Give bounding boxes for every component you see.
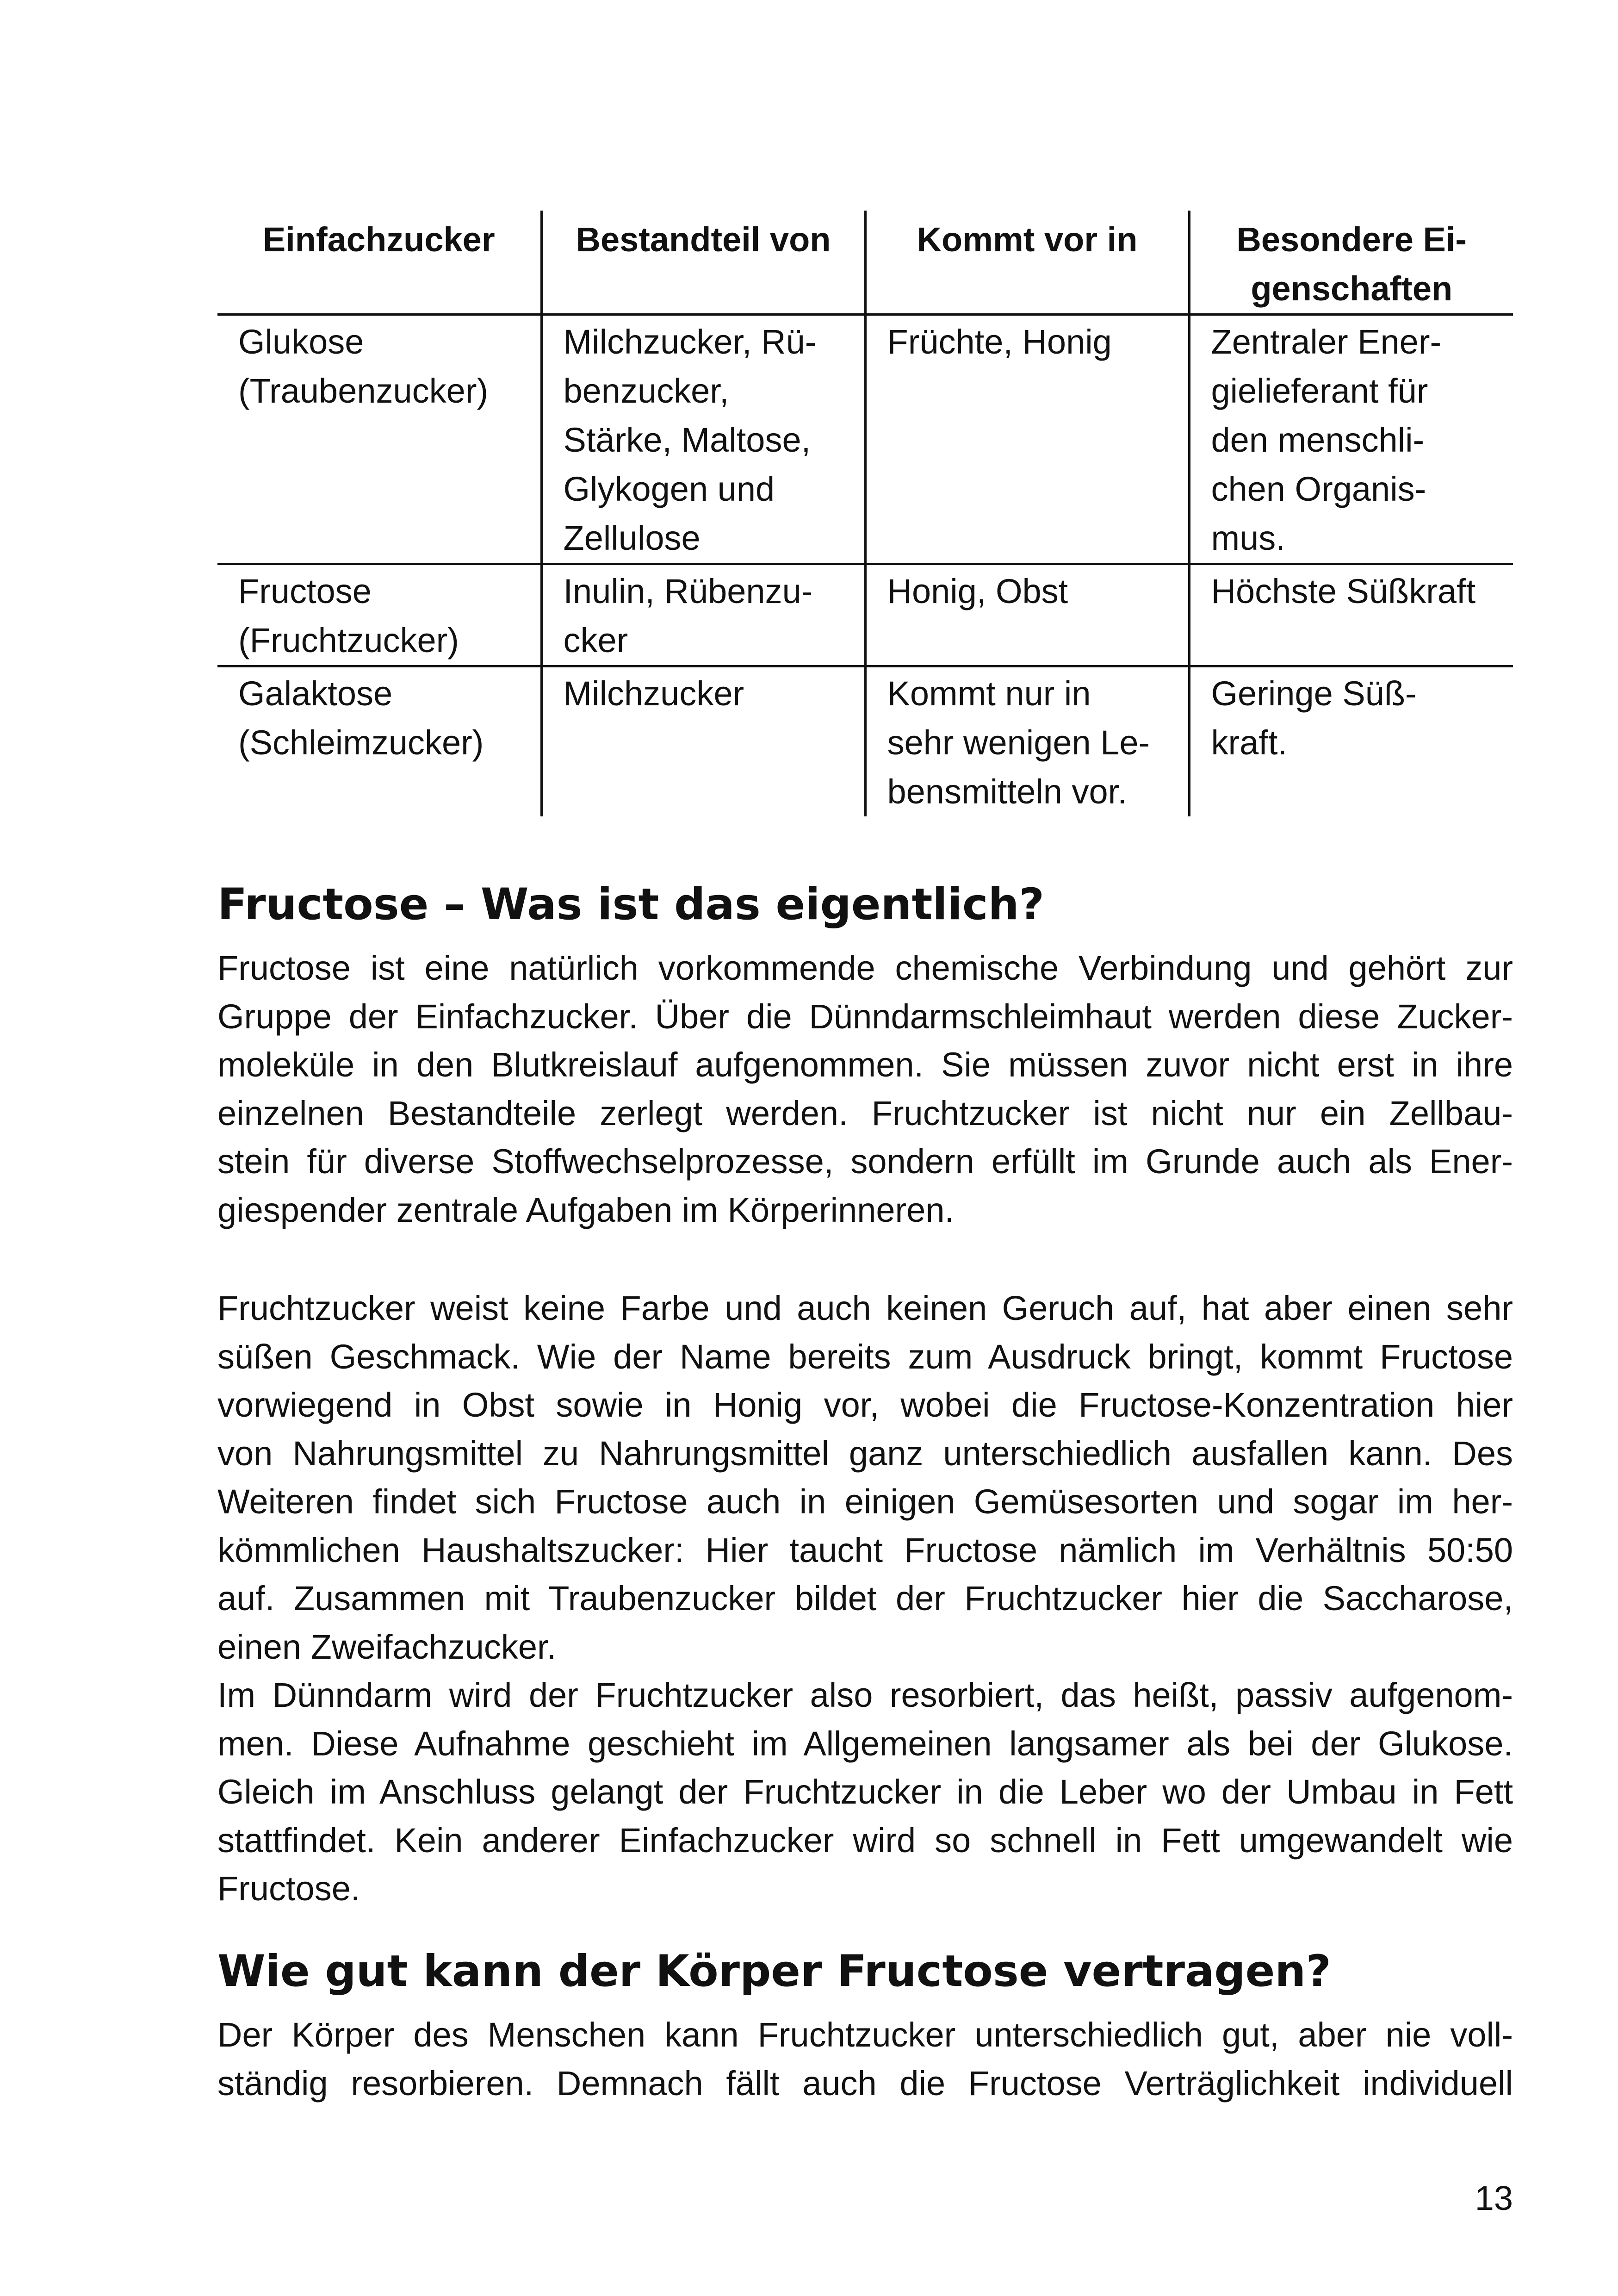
cell-line: Stärke, Maltose,	[563, 421, 811, 459]
cell-line: gielieferant für	[1211, 372, 1428, 410]
table-cell	[865, 564, 1189, 666]
table-header-cell	[865, 211, 1189, 315]
cell-line: benzucker,	[563, 372, 729, 410]
text-line: stein für diverse Stoffwechselprozesse, sondern erfüllt im Grunde auch als Ener-	[217, 1142, 1513, 1181]
text-line: stattfindet. Kein anderer Einfachzucker wird so schnell in Fett umgewandelt wie	[217, 1821, 1513, 1860]
paragraph	[217, 1284, 1513, 1671]
text-line: Der Körper des Menschen kann Fruchtzucker unterschiedlich gut, aber nie voll-	[217, 2016, 1513, 2054]
cell-line: Zentraler Ener-	[1211, 323, 1442, 361]
cell-line: kraft.	[1211, 723, 1287, 762]
text-line: auf. Zusammen mit Traubenzucker bildet der Fruchtzucker hier die Saccharose,	[217, 1579, 1513, 1618]
text-line: einen Zweifachzucker.	[217, 1627, 557, 1666]
cell-line: Früchte, Honig	[887, 323, 1112, 361]
paragraph	[217, 2011, 1513, 2108]
cell-line: mus.	[1211, 519, 1285, 557]
paragraph	[217, 1671, 1513, 1913]
table-header-cell	[1189, 211, 1513, 315]
table-header-cell	[217, 211, 541, 315]
header-line: genschaften	[1251, 269, 1453, 308]
cell-line: (Fruchtzucker)	[238, 621, 459, 660]
text-line: Im Dünndarm wird der Fruchtzucker also resorbiert, das heißt, passiv aufgenom-	[217, 1676, 1513, 1714]
text-line: einzelnen Bestandteile zerlegt werden. Fruchtzucker ist nicht nur ein Zellbau-	[217, 1094, 1513, 1132]
table-row	[217, 564, 1513, 666]
text-line: moleküle in den Blutkreislauf aufgenommen. Sie müssen zuvor nicht erst in ihre	[217, 1045, 1513, 1084]
cell-line: Zellulose	[563, 519, 701, 557]
table-cell	[217, 315, 541, 564]
cell-line: Milchzucker	[563, 674, 744, 713]
text-line: vorwiegend in Obst sowie in Honig vor, wobei die Fructose-Konzentration hier	[217, 1386, 1513, 1424]
text-line: von Nahrungsmittel zu Nahrungsmittel ganz unterschiedlich ausfallen kann. Des	[217, 1434, 1513, 1473]
header-line: Kommt vor in	[917, 220, 1138, 259]
text-line: süßen Geschmack. Wie der Name bereits zum Ausdruck bringt, kommt Fructose	[217, 1337, 1513, 1376]
cell-line: Glukose	[238, 323, 364, 361]
cell-line: Honig, Obst	[887, 572, 1068, 610]
text-line: men. Diese Aufnahme geschieht im Allgemeinen langsamer als bei der Glukose.	[217, 1724, 1513, 1763]
text-line: Gruppe der Einfachzucker. Über die Dünndarmschleimhaut werden diese Zucker-	[217, 997, 1513, 1036]
text-line: kömmlichen Haushaltszucker: Hier taucht Fructose nämlich im Verhältnis 50:50	[217, 1531, 1513, 1569]
table-cell	[541, 315, 865, 564]
cell-line: den menschli-	[1211, 421, 1425, 459]
text-line: Fructose ist eine natürlich vorkommende chemische Verbindung und gehört zur	[217, 949, 1513, 987]
header-line: Bestandteil von	[576, 220, 831, 259]
monosaccharide-table-wrapper	[217, 211, 1513, 816]
header-line: Besondere Ei-	[1236, 220, 1467, 259]
table-row	[217, 315, 1513, 564]
table-cell	[217, 564, 541, 666]
cell-line: (Schleimzucker)	[238, 723, 484, 762]
table-cell	[541, 666, 865, 817]
text-line: Weiteren findet sich Fructose auch in einigen Gemüsesorten und sogar im her-	[217, 1482, 1513, 1521]
text-line: Gleich im Anschluss gelangt der Fruchtzucker in die Leber wo der Umbau in Fett	[217, 1773, 1513, 1811]
table-cell	[1189, 564, 1513, 666]
cell-line: Höchste Süßkraft	[1211, 572, 1476, 610]
text-line: ständig resorbieren. Demnach fällt auch die Fructose Verträglichkeit individuell	[217, 2064, 1513, 2103]
section-2	[217, 1944, 1513, 1999]
section-1	[217, 877, 1513, 933]
text-line: Fructose.	[217, 1869, 360, 1908]
monosaccharide-table	[217, 211, 1513, 816]
table-cell	[1189, 315, 1513, 564]
table-cell	[865, 666, 1189, 817]
cell-line: Glykogen und	[563, 470, 775, 508]
header-line: Einfachzucker	[262, 220, 495, 259]
paragraph	[217, 944, 1513, 1234]
cell-line: sehr wenigen Le-	[887, 723, 1150, 762]
section-heading: Fructose – Was ist das eigentlich?	[217, 879, 1045, 930]
table-cell	[217, 666, 541, 817]
text-line: Fruchtzucker weist keine Farbe und auch keinen Geruch auf, hat aber einen sehr	[217, 1289, 1513, 1327]
cell-line: Inulin, Rübenzu-	[563, 572, 813, 610]
section-heading: Wie gut kann der Körper Fructose vertragen?	[217, 1946, 1331, 1997]
cell-line: Galaktose	[238, 674, 393, 713]
cell-line: bensmitteln vor.	[887, 772, 1127, 811]
cell-line: cker	[563, 621, 628, 660]
table-header-cell	[541, 211, 865, 315]
table-cell	[865, 315, 1189, 564]
cell-line: chen Organis-	[1211, 470, 1426, 508]
cell-line: Kommt nur in	[887, 674, 1091, 713]
page-number: 13	[1475, 2179, 1513, 2217]
text-line: giespender zentrale Aufgaben im Körperinneren.	[217, 1190, 955, 1229]
cell-line: Fructose	[238, 572, 372, 610]
table-header-row	[217, 211, 1513, 315]
cell-line: (Traubenzucker)	[238, 372, 489, 410]
table-cell	[1189, 666, 1513, 817]
cell-line: Geringe Süß-	[1211, 674, 1417, 713]
cell-line: Milchzucker, Rü-	[563, 323, 817, 361]
table-cell	[541, 564, 865, 666]
table-row	[217, 666, 1513, 817]
